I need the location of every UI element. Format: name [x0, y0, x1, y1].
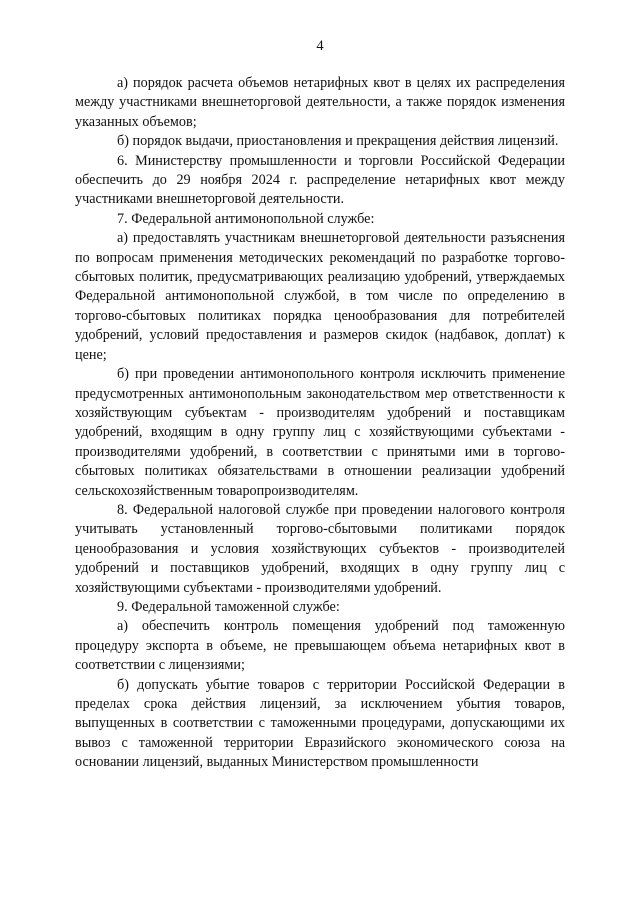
paragraph-8-tax-service: 8. Федеральной налоговой службе при проведении налогового контроля учитывать установленный торгово-сбытовыми политиками порядок ценообразования и условия хозяйствующих субъектов - производителей удобрений и поставщиков удобрений, входящих в одну группу лиц с хозяйствующими субъектами - производителями удобрений. — [75, 501, 565, 596]
paragraph-7a-clarifications: а) предоставлять участникам внешнеторговой деятельности разъяснения по вопросам применения методических рекомендаций по разработке торгово-сбытовых политик, предусматривающих реализацию удобрений, утверждаемых Федеральной антимонопольной службой, в том числе по определению в торгово-сбытовых политиках порядка ценообразования для потребителей удобрений, условий предоставления и размеров скидок (надбавок, доплат) к цене; — [75, 230, 565, 363]
paragraph-6-ministry-industry: 6. Министерству промышленности и торговли Российской Федерации обеспечить до 29 ноября 2024 г. распределение нетарифных квот между участниками внешнеторговой деятельности. — [75, 152, 565, 208]
paragraph-7b-antimonopoly-control: б) при проведении антимонопольного контроля исключить применение предусмотренных антимонопольным законодательством мер ответственности к хозяйствующим субъектам - производителям удобрений и поставщикам удобрений, входящим в одну группу лиц с хозяйствующими субъектами - производителями удобрений, в соответствии с принятыми ими в торгово-сбытовых политиках обязательствами в отношении реализации удобрений сельскохозяйственным товаропроизводителям. — [75, 366, 565, 499]
paragraph-7-antimonopoly-service: 7. Федеральной антимонопольной службе: — [117, 210, 375, 227]
paragraph-5a-quota-calculation: а) порядок расчета объемов нетарифных квот в целях их распределения между участниками внешнеторговой деятельности, а также порядок изменения указанных объемов; — [75, 75, 565, 130]
document-body — [75, 74, 565, 773]
page-number: 4 — [316, 38, 324, 54]
paragraph-5b-license-issuance: б) порядок выдачи, приостановления и прекращения действия лицензий. — [117, 133, 559, 150]
paragraph-9b-goods-departure: б) допускать убытие товаров с территории Российской Федерации в пределах срока действия лицензий, за исключением убытия товаров, выпущенных в соответствии с таможенными процедурами, допускающими их вывоз с таможенной территории Евразийского экономического союза на основании лицензий, выданных Министерством промышленности — [75, 676, 565, 771]
paragraph-9a-export-control: а) обеспечить контроль помещения удобрений под таможенную процедуру экспорта в объеме, не превышающем объема нетарифных квот в соответствии с лицензиями; — [75, 618, 565, 674]
paragraph-9-customs-service: 9. Федеральной таможенной службе: — [117, 598, 340, 615]
